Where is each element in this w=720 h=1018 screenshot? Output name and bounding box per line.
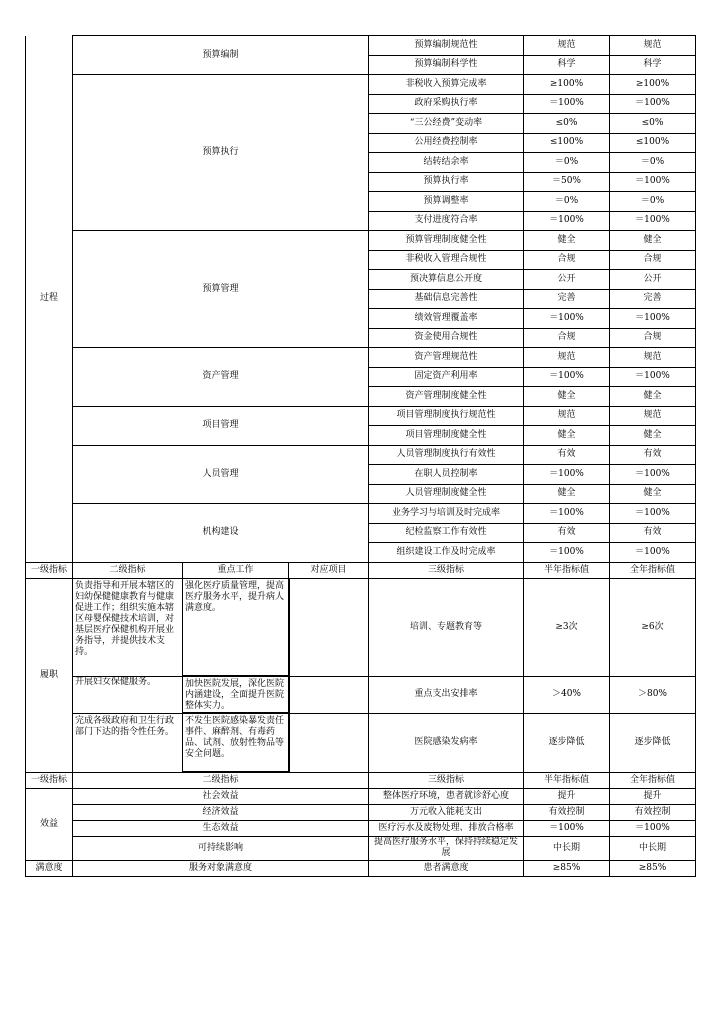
table-row <box>26 36 696 56</box>
level1-cell: 效益 <box>26 788 73 860</box>
half-year-value: ≥100% <box>524 75 610 95</box>
full-year-value: 健全 <box>610 426 696 446</box>
level1-cell: 满意度 <box>26 860 73 876</box>
table-row <box>26 804 696 820</box>
level3-cell: 项目管理制度健全性 <box>369 426 524 446</box>
full-year-value: ≤0% <box>610 114 696 134</box>
table-row <box>26 504 696 524</box>
level3-cell: 人员管理制度健全性 <box>369 484 524 504</box>
full-year-value: 规范 <box>610 348 696 368</box>
header-cell: 三级指标 <box>369 562 524 578</box>
table-row <box>26 231 696 251</box>
full-year-value: ＝100% <box>610 465 696 485</box>
duty-level2-cell: 负责指导和开展本辖区的妇幼保健健康教育与健康促进工作；组织实施本辖区母婴保健技术培训，对基层医疗保健机构开展业务指导，并提供技术支持。 <box>73 578 183 676</box>
header-cell: 半年指标值 <box>524 772 610 788</box>
half-year-value: ＞40% <box>524 676 610 713</box>
half-year-value: 规范 <box>524 348 610 368</box>
full-year-value: ≥6次 <box>610 578 696 676</box>
full-year-value: ≥85% <box>610 860 696 876</box>
level2-cell: 预算编制 <box>73 36 369 75</box>
full-year-value: 合规 <box>610 328 696 348</box>
half-year-value: 有效控制 <box>524 804 610 820</box>
table-row <box>26 788 696 804</box>
level2-cell: 预算执行 <box>73 75 369 231</box>
half-year-value: 健全 <box>524 484 610 504</box>
full-year-value: 提升 <box>610 788 696 804</box>
full-year-value: ＝100% <box>610 211 696 231</box>
full-year-value: ＝100% <box>610 172 696 192</box>
full-year-value: 健全 <box>610 484 696 504</box>
header-cell: 重点工作 <box>183 562 289 578</box>
half-year-value: ＝100% <box>524 94 610 114</box>
level3-cell: 固定资产利用率 <box>369 367 524 387</box>
table-row <box>26 445 696 465</box>
table-row <box>26 578 696 676</box>
level3-cell: 重点支出安排率 <box>369 676 524 713</box>
level3-cell: 培训、专题教育等 <box>369 578 524 676</box>
table-row <box>26 75 696 95</box>
half-year-value: 科学 <box>524 55 610 75</box>
level2-cell: 机构建设 <box>73 504 369 563</box>
level3-cell: “三公经费”变动率 <box>369 114 524 134</box>
full-year-value: ＝0% <box>610 192 696 212</box>
full-year-value: 科学 <box>610 55 696 75</box>
level3-cell: 政府采购执行率 <box>369 94 524 114</box>
project-cell <box>289 713 369 772</box>
level2-cell: 社会效益 <box>73 788 369 804</box>
level3-cell: 公用经费控制率 <box>369 133 524 153</box>
full-year-value: 规范 <box>610 406 696 426</box>
level1-cell: 履职 <box>26 578 73 772</box>
level3-cell: 患者满意度 <box>369 860 524 876</box>
level3-cell: 预算执行率 <box>369 172 524 192</box>
level3-cell: 结转结余率 <box>369 153 524 173</box>
half-year-value: 合规 <box>524 328 610 348</box>
half-year-value: 规范 <box>524 406 610 426</box>
half-year-value: 逐步降低 <box>524 713 610 772</box>
half-year-value: 提升 <box>524 788 610 804</box>
full-year-value: 合规 <box>610 250 696 270</box>
full-year-value: ＝100% <box>610 94 696 114</box>
level2-cell: 服务对象满意度 <box>73 860 369 876</box>
level3-cell: 支付进度符合率 <box>369 211 524 231</box>
half-year-value: ＝100% <box>524 504 610 524</box>
full-year-value: 有效 <box>610 445 696 465</box>
full-year-value: 有效控制 <box>610 804 696 820</box>
level3-cell: 项目管理制度执行规范性 <box>369 406 524 426</box>
level2-cell: 经济效益 <box>73 804 369 820</box>
table-row <box>26 676 696 713</box>
half-year-value: 有效 <box>524 523 610 543</box>
header-cell: 二级指标 <box>73 772 369 788</box>
half-year-value: 完善 <box>524 289 610 309</box>
duty-level2-cell: 完成各级政府和卫生行政部门下达的指令性任务。 <box>73 713 183 772</box>
half-year-value: ≤100% <box>524 133 610 153</box>
half-year-value: 合规 <box>524 250 610 270</box>
level3-cell: 预决算信息公开度 <box>369 270 524 290</box>
half-year-value: 健全 <box>524 426 610 446</box>
full-year-value: ≤100% <box>610 133 696 153</box>
level3-cell: 资金使用合规性 <box>369 328 524 348</box>
level3-cell: 资产管理制度健全性 <box>369 387 524 407</box>
header-cell: 一级指标 <box>26 562 73 578</box>
half-year-value: ≤0% <box>524 114 610 134</box>
level2-cell: 资产管理 <box>73 348 369 407</box>
level3-cell: 资产管理规范性 <box>369 348 524 368</box>
project-cell <box>289 676 369 713</box>
full-year-value: 健全 <box>610 231 696 251</box>
full-year-value: ＞80% <box>610 676 696 713</box>
level1-cell: 过程 <box>26 36 73 563</box>
level3-cell: 医院感染发病率 <box>369 713 524 772</box>
level2-cell: 生态效益 <box>73 820 369 836</box>
level3-cell: 预算管理制度健全性 <box>369 231 524 251</box>
header-cell: 二级指标 <box>73 562 183 578</box>
table-row <box>26 772 696 788</box>
half-year-value: 规范 <box>524 36 610 56</box>
level3-cell: 万元收入能耗支出 <box>369 804 524 820</box>
level2-cell: 可持续影响 <box>73 836 369 860</box>
level2-cell: 人员管理 <box>73 445 369 504</box>
level3-cell: 非税收入预算完成率 <box>369 75 524 95</box>
table-row <box>26 820 696 836</box>
table-row <box>26 562 696 578</box>
level3-cell: 非税收入管理合规性 <box>369 250 524 270</box>
half-year-value: ＝100% <box>524 309 610 329</box>
level3-cell: 预算编制科学性 <box>369 55 524 75</box>
level3-cell: 预算调整率 <box>369 192 524 212</box>
header-cell: 对应项目 <box>289 562 369 578</box>
level3-cell: 绩效管理覆盖率 <box>369 309 524 329</box>
level2-cell: 项目管理 <box>73 406 369 445</box>
table-row <box>26 836 696 860</box>
level3-cell: 基础信息完善性 <box>369 289 524 309</box>
half-year-value: ＝100% <box>524 543 610 563</box>
half-year-value: ＝0% <box>524 153 610 173</box>
half-year-value: ≥85% <box>524 860 610 876</box>
full-year-value: 中长期 <box>610 836 696 860</box>
full-year-value: 完善 <box>610 289 696 309</box>
header-cell: 半年指标值 <box>524 562 610 578</box>
header-cell: 全年指标值 <box>610 772 696 788</box>
full-year-value: ＝0% <box>610 153 696 173</box>
header-cell: 全年指标值 <box>610 562 696 578</box>
duty-level2-cell: 开展妇女保健服务。 <box>73 676 183 713</box>
project-cell <box>289 578 369 676</box>
level3-cell: 组织建设工作及时完成率 <box>369 543 524 563</box>
full-year-value: ＝100% <box>610 309 696 329</box>
indicator-sheet <box>25 35 695 877</box>
table-row <box>26 348 696 368</box>
full-year-value: ＝100% <box>610 367 696 387</box>
key-work-cell: 加快医院发展，深化医院内涵建设，全面提升医院整体实力。 <box>183 676 289 713</box>
half-year-value: ＝100% <box>524 465 610 485</box>
half-year-value: 公开 <box>524 270 610 290</box>
full-year-value: ≥100% <box>610 75 696 95</box>
header-cell: 三级指标 <box>369 772 524 788</box>
full-year-value: ＝100% <box>610 820 696 836</box>
full-year-value: 有效 <box>610 523 696 543</box>
half-year-value: 有效 <box>524 445 610 465</box>
half-year-value: ＝0% <box>524 192 610 212</box>
half-year-value: ＝100% <box>524 820 610 836</box>
table-row <box>26 406 696 426</box>
half-year-value: 中长期 <box>524 836 610 860</box>
full-year-value: ＝100% <box>610 504 696 524</box>
half-year-value: ＝100% <box>524 367 610 387</box>
performance-indicator-table <box>25 35 696 877</box>
half-year-value: 健全 <box>524 387 610 407</box>
table-row <box>26 713 696 772</box>
level3-cell: 预算编制规范性 <box>369 36 524 56</box>
half-year-value: ＝50% <box>524 172 610 192</box>
level3-cell: 医疗污水及废物处理、排放合格率 <box>369 820 524 836</box>
full-year-value: ＝100% <box>610 543 696 563</box>
full-year-value: 规范 <box>610 36 696 56</box>
level3-cell: 人员管理制度执行有效性 <box>369 445 524 465</box>
half-year-value: ≥3次 <box>524 578 610 676</box>
level3-cell: 业务学习与培训及时完成率 <box>369 504 524 524</box>
header-cell: 一级指标 <box>26 772 73 788</box>
key-work-cell: 强化医疗质量管理，提高医疗服务水平，提升病人满意度。 <box>183 578 289 676</box>
level2-cell: 预算管理 <box>73 231 369 348</box>
level3-cell: 整体医疗环境，患者就诊舒心度 <box>369 788 524 804</box>
full-year-value: 健全 <box>610 387 696 407</box>
full-year-value: 公开 <box>610 270 696 290</box>
level3-cell: 纪检监察工作有效性 <box>369 523 524 543</box>
half-year-value: ＝100% <box>524 211 610 231</box>
table-row <box>26 860 696 876</box>
full-year-value: 逐步降低 <box>610 713 696 772</box>
half-year-value: 健全 <box>524 231 610 251</box>
level3-cell: 在职人员控制率 <box>369 465 524 485</box>
level3-cell: 提高医疗服务水平，保持持续稳定发展 <box>369 836 524 860</box>
key-work-cell: 不发生医院感染暴发责任事件、麻醉剂、有毒药品、试剂、放射性物品等安全问题。 <box>183 713 289 772</box>
